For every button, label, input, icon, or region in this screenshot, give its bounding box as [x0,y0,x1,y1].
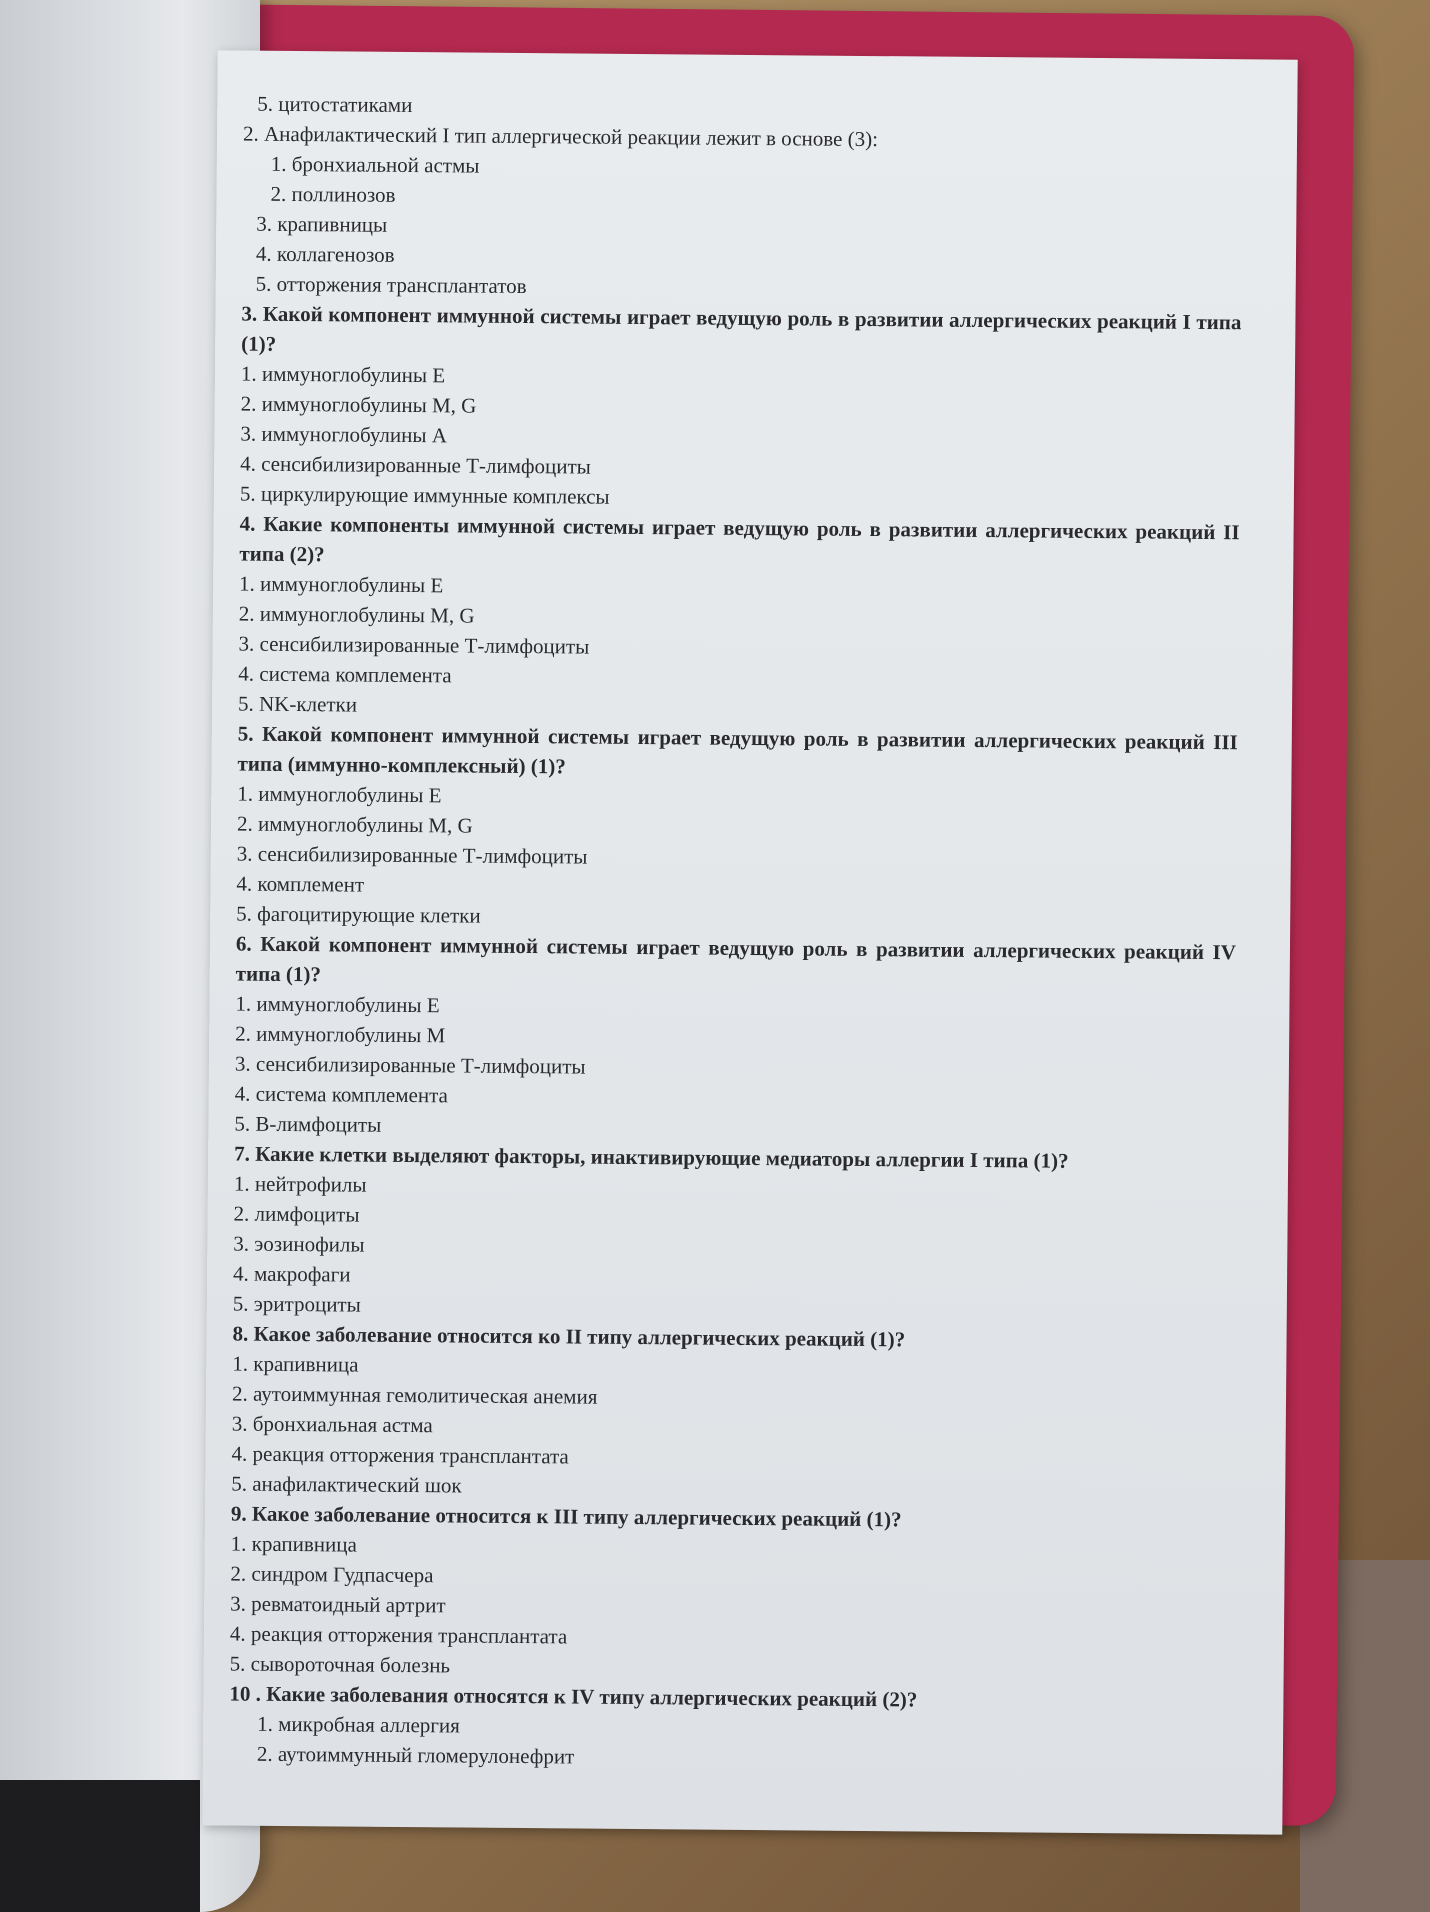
option: 3. иммуноглобулины А [240,421,448,448]
option: 5. циркулирующие иммунные комплексы [239,481,610,509]
option: 4. реакция отторжения трансплантата [229,1621,568,1649]
option: 3. бронхиальная астма [231,1411,433,1438]
option: 5. отторжения трансплантатов [255,271,527,299]
question-title: 2. Анафилактический I тип аллергической реакции лежит в основе (3): [242,121,879,152]
option: 4. коллагенозов [255,241,395,267]
question-7 [233,1139,1235,1328]
option: 2. иммуноглобулины M, G [238,601,475,628]
option: 1. бронхиальной астмы [270,151,480,178]
option: 3. сенсибилизированные Т-лимфоциты [234,1051,586,1079]
option: 4. комплемент [236,871,365,897]
question-5 [236,719,1238,938]
option: 1. крапивница [230,1531,358,1557]
question-title: 6. Какой компонент иммунной системы играет ведущую роль в развитии аллергических реакций IV типа (1)? [235,931,1237,987]
option: 1. крапивница [232,1351,359,1377]
question-title: 8. Какое заболевание относится ко II типу аллергических реакций (1)? [232,1321,906,1352]
question-title: 7. Какие клетки выделяют факторы, инактивирующие медиаторы аллергии I типа (1)? [234,1141,1069,1173]
question-title: 3. Какой компонент иммунной системы играет ведущую роль в развитии аллергических реакций I типа (1)? [241,301,1242,356]
option: 4. система комплемента [234,1081,449,1108]
question-10 [229,1678,1230,1777]
question-title: 9. Какое заболевание относится к III типу аллергических реакций (1)? [230,1501,902,1532]
option: 1. иммуноглобулины Е [237,781,442,808]
option: 5. эритроциты [232,1291,361,1317]
option: 5. анафилактический шок [231,1471,462,1498]
option: 2. иммуноглобулины M, G [236,811,473,838]
option: 1. иммуноглобулины Е [235,991,440,1018]
option: 3. эозинофилы [233,1231,365,1257]
question-6 [234,929,1236,1148]
option: 3. ревматоидный артрит [230,1591,446,1618]
option: 2. аутоиммунный гломерулонефрит [256,1741,575,1769]
question-title: 4. Какие компоненты иммунной системы играет ведущую роль в развитии аллергических реакций II типа (2)? [239,511,1240,567]
option: 4. сенсибилизированные Т-лимфоциты [240,451,591,479]
question-3 [240,299,1242,518]
option: 1. микробная аллергия [257,1711,460,1738]
option: 5. NK-клетки [237,691,358,717]
option: 5. фагоцитирующие клетки [236,901,481,928]
option: 2. лимфоциты [233,1201,360,1227]
option: 4. макрофаги [232,1261,351,1287]
question-title: 10 . Какие заболевания относятся к IV типу аллергических реакций (2)? [229,1681,918,1712]
question-4 [238,509,1240,728]
option: 3. крапивницы [256,211,388,237]
option: 5. сывороточная болезнь [229,1651,451,1678]
question-9 [230,1498,1232,1687]
option: 1. иммуноглобулины Е [239,571,444,598]
option: 2. аутоиммунная гемолитическая анемия [231,1381,598,1409]
option: 2. иммуноглобулины М [235,1021,446,1048]
option: 1. нейтрофилы [233,1171,367,1197]
option: 3. сенсибилизированные Т-лимфоциты [236,841,588,869]
question-2 [242,119,1244,308]
question-title: 5. Какой компонент иммунной системы играет ведущую роль в развитии аллергических реакций III типа (иммунно-комплексный) (1)? [237,721,1238,779]
lead-option: 5. цитостатиками [257,91,413,118]
option: 4. реакция отторжения трансплантата [231,1441,569,1469]
shadow-area [0,1780,200,1912]
option: 2. синдром Гудпасчера [230,1561,434,1588]
option: 5. В-лимфоциты [234,1111,382,1137]
option: 4. система комплемента [238,661,452,688]
option: 2. поллинозов [270,181,396,207]
question-sheet [202,50,1297,1834]
question-8 [231,1319,1233,1508]
option: 2. иммуноглобулины M, G [240,391,477,418]
option: 3. сенсибилизированные Т-лимфоциты [238,631,590,659]
option: 1. иммуноглобулины Е [240,361,446,388]
sheet-content [229,89,1244,1778]
